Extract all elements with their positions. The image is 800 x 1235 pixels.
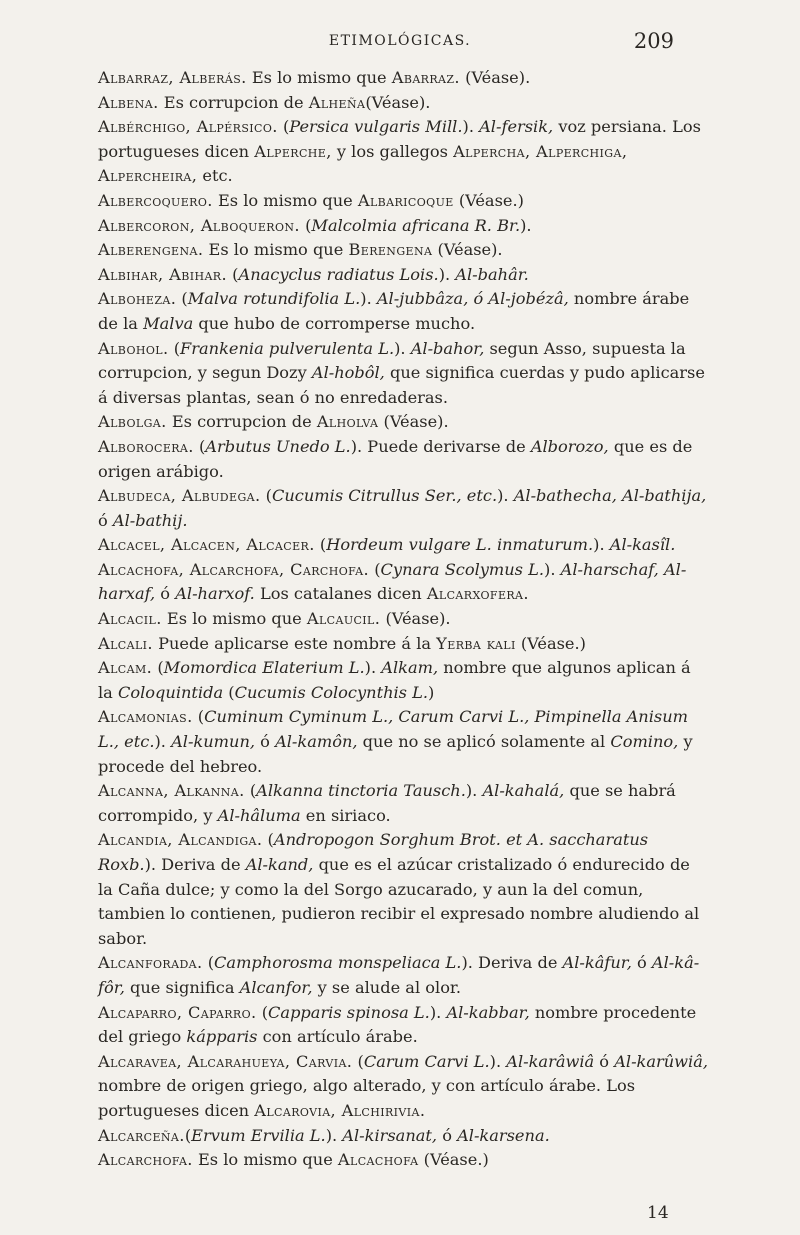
entry-text: ). Puede derivarse de [350,436,531,456]
entry-text: ). [462,117,480,137]
entry-headword: Alholva [316,412,379,432]
dictionary-entry [98,533,708,558]
entry-headword: Alcali. [98,633,153,653]
entry-italic-term: Al-hobôl, [311,363,385,383]
entry-headword: Alcaucil. [306,609,381,629]
entry-text: (Véase.) [515,633,586,653]
entry-text: (Véase). [432,240,503,260]
dictionary-entry [98,607,708,632]
entry-text: ). [394,338,411,358]
dictionary-entry [98,656,708,705]
entry-headword: Alcamonias. [98,707,193,727]
entry-text: ( [227,264,239,284]
entry-headword: Albohol. [98,338,169,358]
entry-italic-term: Anacyclus radiatus Lois. [238,264,439,284]
page-number: 209 [633,29,674,53]
running-title: ETIMOLÓGICAS. [328,33,472,49]
entry-text: ( [202,953,215,973]
entry-italic-term: Coloquintida [117,682,224,702]
entry-headword: Alcachofa [337,1150,419,1170]
dictionary-entry [98,214,708,239]
entry-text: que se habrá corrompido, y [98,781,676,825]
entry-headword: Alcanforada. [98,953,203,973]
entry-headword: Albudeca, Albudega. [98,486,261,506]
entry-text: Es lo mismo que [212,190,358,210]
entry-text: ( [260,486,272,506]
entry-text: (Véase). [365,92,431,112]
entry-italic-term: Al-bahor, [410,338,485,358]
entry-text: en siriaco. [300,805,391,825]
entry-text: que significa [124,977,240,997]
entry-italic-term: Al-kumun, [171,732,256,752]
entry-italic-term: Malva rotundifolia L. [187,289,361,309]
entry-headword: Alcarceña. [98,1125,185,1145]
entry-headword: Albaricoque [357,190,454,210]
dictionary-entry [98,189,708,214]
entry-italic-term: Cuminum Cyminum L., Carum Carvi L., Pimpinella Anisum L., etc. [98,707,688,752]
entry-text: ). [489,1051,507,1071]
entry-headword: Alcarxofera. [426,584,529,604]
entry-text: ). [544,559,561,579]
entry-text: ( [369,559,381,579]
entry-headword: Alcanna, Alkanna. [98,781,245,801]
entry-text: ó [437,1125,458,1145]
entry-italic-term: Camphorosma monspeliaca L. [214,953,462,973]
entry-italic-term: kápparis [186,1027,258,1047]
entry-text: con artículo árabe. [257,1027,418,1047]
entry-text: (Véase.) [453,190,524,210]
entry-text: ( [168,338,181,358]
entry-italic-term: Al-bathij. [112,510,188,530]
dictionary-entry [98,779,708,828]
entry-text: que es de origen arábigo. [98,436,693,481]
entry-text: nombre procedente del griego [98,1002,697,1047]
entry-text: ( [244,781,257,801]
entry-text: Es lo mismo que [246,68,392,87]
dictionary-entry [98,337,708,411]
entry-text: nombre de origen griego, algo alterado, y con artículo árabe. Los portugueses dicen [98,1076,636,1120]
entry-headword: Alcacel, Alcacen, Alcacer. [98,535,315,555]
entry-text: que es el azúcar cristalizado ó endurecido de la Caña dulce; y como la del Sorgo azucarado, y aun la del comun, tambien lo contienen, pudieron recibir el expresado nombre aludiendo al sabor. [98,855,700,948]
entry-text: ). [360,289,377,309]
entry-italic-term: Al-jubbâza, ó Al-jobézâ, [376,289,569,309]
entry-headword: Abarraz. [391,68,460,87]
entry-headword: Albihar, Abihar. [98,264,228,284]
dictionary-entry [98,410,708,435]
entry-text: ó [255,732,276,752]
entry-text: voz persiana. Los portugueses dicen [98,117,701,161]
entry-italic-term: Comino, [610,732,679,752]
entry-italic-term: Andropogon Sorghum Brot. et A. saccharatus Roxb. [98,830,649,874]
entry-headword: Albercoquero. [98,190,213,210]
signature-mark: 14 [647,1203,669,1223]
entry-text: ó [631,953,652,973]
entry-headword: Albolga. [98,412,167,432]
entry-headword: Alperche, [254,141,332,161]
entry-text: Es lo mismo que [161,609,307,629]
dictionary-entry [98,287,708,336]
entry-italic-term: Persica vulgaris Mill. [289,117,463,137]
entry-italic-term: Al-kâfur, [562,953,632,973]
entry-headword: Albercoron, Alboqueron. [98,215,300,235]
entry-text: (Véase). [380,609,451,629]
entry-italic-term: Alborozo, [530,436,609,456]
dictionary-entry [98,632,708,657]
entry-text: ) [428,682,435,702]
entry-text: segun Asso, supuesta la corrupcion, y segun Dozy [98,338,686,383]
dictionary-entry [98,1124,708,1149]
entry-headword: Alberengena. [98,240,204,260]
entry-text: Es lo mismo que [192,1150,338,1170]
entry-text: que hubo de corromperse mucho. [193,313,476,333]
entry-italic-term: Al-harxof. [175,584,255,604]
entry-italic-term: Cynara Scolymus L. [380,559,545,579]
entry-headword: Albérchigo, Alpérsico. [98,117,278,137]
dictionary-entry [98,1050,708,1124]
entry-text: ( [193,436,206,456]
entry-text: ). Deriva de [144,855,246,874]
dictionary-entry [98,484,708,533]
entries-list [98,66,708,1173]
entry-italic-term: Al-kahalá, [482,781,565,801]
entry-italic-term: Alkanna tinctoria Tausch. [256,781,466,801]
entry-text: Es corrupcion de [158,92,309,112]
entry-text: Es corrupcion de [166,412,317,432]
entry-italic-term: Al-karsena. [457,1125,550,1145]
entry-italic-term: Al-bahâr. [455,264,529,284]
entry-italic-term: Al-kand, [245,855,314,874]
entry-headword: Alborocera. [98,436,194,456]
entry-text: ). [438,264,456,284]
page-header [0,29,800,59]
entry-italic-term: Al-karâwiâ [506,1051,595,1071]
entry-italic-term: Al-kasîl. [609,535,676,555]
entry-text: (Véase). [378,412,449,432]
entry-text: ). [364,658,382,678]
dictionary-entry [98,115,708,189]
entry-text: nombre árabe de la [98,289,690,333]
entry-headword: Alcaparro, Caparro. [98,1002,257,1022]
entry-italic-term: Cucumis Colocynthis L. [234,682,429,702]
entry-italic-term: Capparis spinosa L. [268,1002,430,1022]
entry-italic-term: Al-karûwiâ, [614,1051,708,1071]
entry-italic-term: Al-kirsanat, [342,1125,438,1145]
entry-italic-term: Malcolmia africana R. Br. [311,215,521,235]
entry-headword: Alpercha, Alperchiga, Alpercheira, [98,141,628,186]
dictionary-entry [98,435,708,484]
entry-text: nombre que algunos aplican á la [98,658,691,702]
entry-text: ). [465,781,483,801]
entry-text: ( [152,658,164,678]
entry-text: ). [429,1002,447,1022]
entry-text: etc. [197,166,233,186]
entry-text: y se alude al olor. [312,977,462,997]
entry-headword: Albarraz, Alberás. [98,68,247,87]
entry-text: ). [325,1125,343,1145]
entry-italic-term: Al-kamôn, [275,732,358,752]
entry-text: ( [299,215,312,235]
entry-text: ( [176,289,188,309]
entry-headword: Alheña [308,92,366,112]
dictionary-entry [98,828,708,951]
dictionary-entry [98,1001,708,1050]
entry-headword: Alcarchofa. [98,1150,193,1170]
entry-text: ). Deriva de [461,953,563,973]
entry-italic-term: Frankenia pulverulenta L. [180,338,395,358]
entry-italic-term: Al-harschaf, Al-harxaf, [98,559,687,604]
entry-text: que no se aplicó solamente al [357,732,611,752]
dictionary-entry [98,1148,708,1173]
entry-italic-term: Alcanfor, [239,977,313,997]
dictionary-entry [98,91,708,116]
entry-italic-term: Hordeum vulgare L. inmaturum. [326,535,594,555]
entry-headword: Alcam. [98,658,153,678]
entry-text: ). [154,732,172,752]
entry-text: ( [223,682,235,702]
entry-text: ( [192,707,205,727]
entry-text: ( [314,535,327,555]
entry-italic-term: Ervum Ervilia L. [191,1125,326,1145]
entry-text: ). [520,215,532,235]
entry-italic-term: Momordica Elaterium L. [163,658,365,678]
entry-italic-term: Al-bathecha, Al-bathija, [513,486,707,506]
entry-text: ó [594,1051,615,1071]
entry-headword: Alcarovia, Alchirivia. [254,1100,426,1120]
entry-text: Los catalanes dicen [254,584,427,604]
entry-text: (Véase.) [418,1150,489,1170]
entry-italic-term: Al-fersik, [479,117,554,137]
entry-text: ó [98,510,113,530]
entry-text: ). [497,486,514,506]
entry-headword: Yerba kali [436,633,516,653]
entry-headword: Berengena [348,240,433,260]
entry-headword: Alboheza. [98,289,177,309]
entry-text: ( [352,1051,364,1071]
entry-headword: Albena. [98,92,159,112]
entry-text: que significa cuerdas y pudo aplicarse á diversas plantas, sean ó no enredaderas. [98,363,705,407]
entry-italic-term: Alkam, [381,658,439,678]
entry-text: (Véase). [459,68,531,87]
entry-italic-term: Cucumis Citrullus Ser., etc. [272,486,498,506]
dictionary-entry [98,263,708,288]
dictionary-entry [98,66,708,91]
dictionary-entry [98,951,708,1000]
dictionary-entry [98,238,708,263]
entry-text: ( [256,1002,269,1022]
entry-headword: Alcandia, Alcandiga. [98,830,263,850]
entry-text: y procede del hebreo. [98,732,693,776]
entry-italic-term: Al-hâluma [217,805,301,825]
entry-text: ( [277,117,290,137]
entry-text: ( [184,1125,192,1145]
entry-headword: Alcacil. [98,609,162,629]
entry-italic-term: Malva [143,313,194,333]
dictionary-entry [98,558,708,607]
entry-text: Es lo mismo que [203,240,349,260]
entry-headword: Alcachofa, Alcarchofa, Carchofa. [98,559,370,579]
dictionary-entry [98,705,708,779]
entry-text: ( [262,830,274,850]
entry-text: ó [155,584,176,604]
entry-text: Puede aplicarse este nombre á la [152,633,437,653]
entry-italic-term: Carum Carvi L. [363,1051,490,1071]
entry-text: ). [593,535,610,555]
entry-headword: Alcaravea, Alcarahueya, Carvia. [98,1051,353,1071]
entry-italic-term: Arbutus Unedo L. [205,436,351,456]
entry-italic-term: Al-kabbar, [446,1002,530,1022]
entry-italic-term: Al-kâ-fôr, [98,953,700,997]
entry-text: y los gallegos [331,141,454,161]
